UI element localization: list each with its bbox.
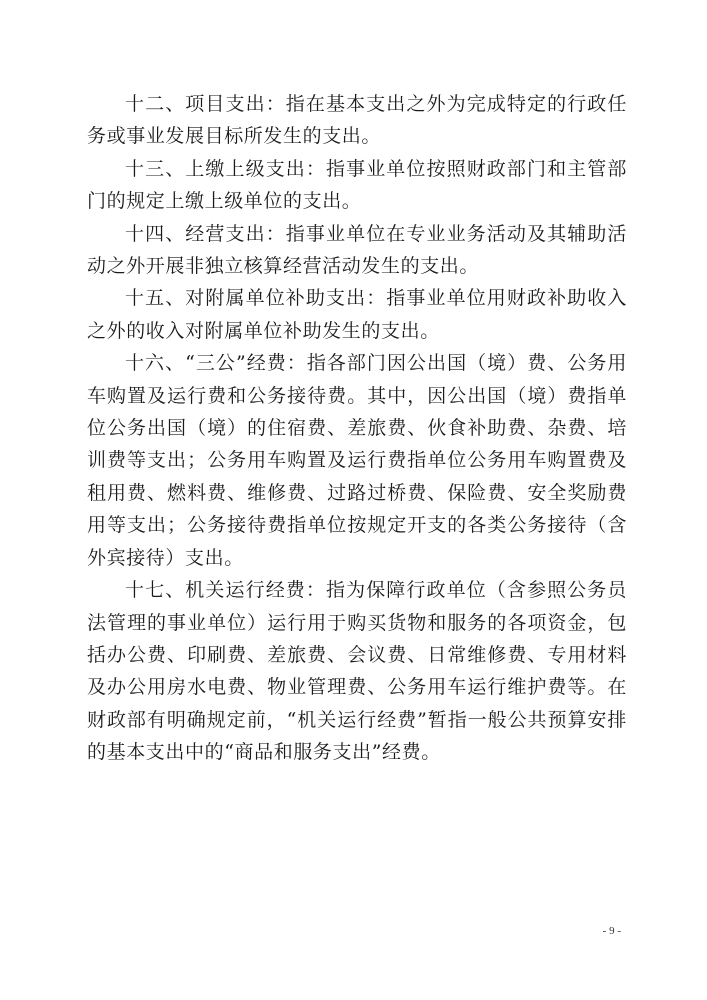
document-body — [87, 88, 627, 769]
paragraph-agency-operating-expenses: 十七、机关运行经费：指为保障行政单位（含参照公务员法管理的事业单位）运行用于购买货物和服务的各项资金，包括办公费、印刷费、差旅费、会议费、日常维修费、专用材料及办公用房水电费、物业管理费、公务用车运行维护费等。在财政部有明确规定前，“机关运行经费”暂指一般公共预算安排的基本支出中的“商品和服务支出”经费。 — [87, 579, 627, 764]
paragraph-upper-level-remittance: 十三、上缴上级支出：指事业单位按照财政部门和主管部门的规定上缴上级单位的支出。 — [87, 157, 627, 213]
paragraph-affiliated-unit-subsidy: 十五、对附属单位补助支出：指事业单位用财政补助收入之外的收入对附属单位补助发生的支出。 — [87, 287, 627, 342]
paragraph-three-public-expenses: 十六、“三公”经费：指各部门因公出国（境）费、公务用车购置及运行费和公务接待费。其中，因公出国（境）费指单位公务出国（境）的住宿费、差旅费、伙食补助费、杂费、培训费等支出；公务用车购置及运行费指单位公务用车购置费及租用费、燃料费、维修费、过路过桥费、保险费、安全奖励费用等支出；公务接待费指单位按规定开支的各类公务接待（含外宾接待）支出。 — [87, 352, 627, 569]
page-number: - 9 - — [602, 925, 621, 937]
paragraph-operating-expenditure: 十四、经营支出：指事业单位在专业业务活动及其辅助活动之外开展非独立核算经营活动发生的支出。 — [87, 222, 627, 278]
paragraph-project-expenditure: 十二、项目支出：指在基本支出之外为完成特定的行政任务或事业发展目标所发生的支出。 — [87, 93, 627, 148]
